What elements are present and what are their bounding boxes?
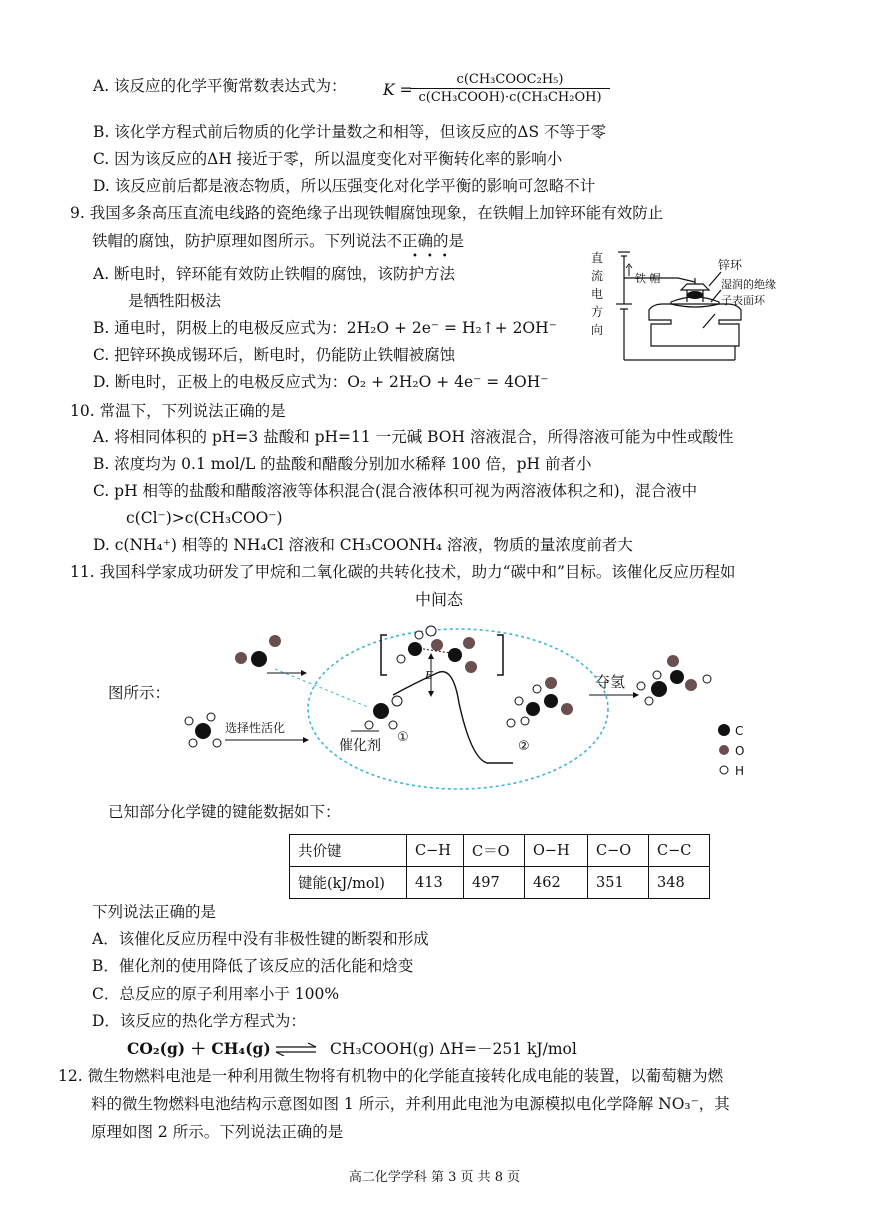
- table-cell: 413: [407, 867, 464, 899]
- intermediate-label: 中间态: [415, 590, 464, 609]
- table-row: [290, 835, 710, 867]
- table-cell: 348: [649, 867, 710, 899]
- current-label-3: 电: [591, 287, 604, 301]
- q12-stem-line3: 原理如图 2 所示。下列说法正确的是: [91, 1123, 344, 1141]
- wet-ring-label-2: 子表面环: [721, 294, 765, 307]
- q9-stem-line1: 9. 我国多条高压直流电线路的瓷绝缘子出现铁帽腐蚀现象，在铁帽上加锌环能有效防止: [70, 204, 664, 222]
- q11-stem: 11. 我国科学家成功研发了甲烷和二氧化碳的共转化技术，助力“碳中和”目标。该催化反应历程如: [70, 563, 736, 581]
- q8-option-c: C. 因为该反应的ΔH 接近于零，所以温度变化对平衡转化率的影响小: [93, 150, 563, 168]
- table-cell: 共价键: [290, 835, 407, 867]
- q8-option-b: B. 该化学方程式前后物质的化学计量数之和相等，但该反应的ΔS 不等于零: [93, 123, 606, 141]
- emphasis-dots: •••: [412, 251, 457, 262]
- selective-activation-label: 选择性活化: [225, 721, 286, 735]
- step-2-label: ②: [518, 739, 530, 754]
- q11-ask: 下列说法正确的是: [92, 903, 217, 921]
- catalyst-label: 催化剂: [339, 738, 381, 754]
- table-cell: C−H: [407, 835, 464, 867]
- table-cell: 497: [464, 867, 525, 899]
- bond-energy-table: [289, 834, 710, 899]
- q8-k-numerator: c(CH₃COOC₂H₅): [410, 72, 610, 89]
- step-1-label: ①: [397, 730, 409, 745]
- q10-option-a: A. 将相同体积的 pH=3 盐酸和 pH=11 一元碱 BOH 溶液混合，所得溶液可能为中性或酸性: [93, 428, 734, 446]
- q11-option-c: C．总反应的原子利用率小于 100%: [92, 985, 340, 1003]
- legend-h: H: [735, 764, 745, 778]
- q11-known-text: 已知部分化学键的键能数据如下：: [108, 803, 341, 821]
- q9-option-a-line2: 是牺牲阳极法: [128, 292, 222, 310]
- table-cell: C−C: [649, 835, 710, 867]
- table-cell: C＝O: [464, 835, 525, 867]
- page-footer: 高二化学学科 第 3 页 共 8 页: [348, 1170, 521, 1185]
- q11-equation-left: CO₂(g) ＋ CH₄(g): [127, 1039, 271, 1058]
- table-cell: C−O: [588, 835, 649, 867]
- q9-option-d: D. 断电时，正极上的电极反应式为：O₂ + 2H₂O + 4e⁻ = 4OH⁻: [93, 373, 549, 391]
- q8-option-d: D. 该反应前后都是液态物质，所以压强变化对化学平衡的影响可忽略不计: [93, 177, 596, 195]
- q11-option-b: B．催化剂的使用降低了该反应的活化能和焓变: [92, 957, 414, 975]
- q12-stem-line1: 12. 微生物燃料电池是一种利用微生物将有机物中的化学能直接转化成电能的装置，以葡萄糖为燃: [58, 1067, 724, 1085]
- iron-cap-label: 铁 帽: [635, 272, 661, 285]
- q10-option-b: B. 浓度均为 0.1 mol/L 的盐酸和醋酸分别加水稀释 100 倍，pH 前者小: [93, 455, 592, 473]
- legend-c: C: [735, 724, 744, 738]
- current-label-4: 方: [591, 305, 604, 319]
- zinc-ring-label: 锌环: [718, 258, 743, 272]
- q11-option-a: A．该催化反应历程中没有非极性键的断裂和形成: [92, 930, 429, 948]
- table-cell: 键能(kJ/mol): [290, 867, 407, 899]
- hydrogen-capture-label: 夺氢: [595, 673, 626, 691]
- q10-option-c-line2: c(Cl⁻)>c(CH₃COO⁻): [126, 509, 283, 527]
- legend-o: O: [735, 744, 745, 758]
- q8-k-denominator: c(CH₃COOH)·c(CH₃CH₂OH): [418, 90, 602, 105]
- q9-stem-line2: 铁帽的腐蚀，防护原理如图所示。下列说法不正确的是: [92, 232, 465, 250]
- current-label-5: 向: [591, 323, 604, 337]
- q11-equation-right: CH₃COOH(g) ΔH=－251 kJ/mol: [330, 1040, 577, 1058]
- q11-option-d: D．该反应的热化学方程式为：: [92, 1012, 306, 1030]
- q8-option-a: A. 该反应的化学平衡常数表达式为：: [93, 77, 347, 95]
- q10-stem: 10. 常温下，下列说法正确的是: [70, 402, 286, 420]
- q8-k-symbol: K =: [383, 81, 413, 99]
- table-cell: 351: [588, 867, 649, 899]
- energy-label: E: [425, 669, 434, 682]
- q9-option-b: B. 通电时，阴极上的电极反应式为：2H₂O + 2e⁻ = H₂↑+ 2OH⁻: [93, 319, 557, 337]
- q9-option-c: C. 把锌环换成锡环后，断电时，仍能防止铁帽被腐蚀: [93, 346, 456, 364]
- q11-figure-prefix: 图所示：: [108, 684, 171, 702]
- insulator-diagram: [583, 242, 803, 377]
- table-cell: 462: [525, 867, 588, 899]
- current-label-2: 流: [591, 269, 604, 283]
- q9-option-a-line1: A. 断电时，锌环能有效防止铁帽的腐蚀，该防护方法: [93, 265, 456, 283]
- table-row: [290, 867, 710, 899]
- table-cell: O−H: [525, 835, 588, 867]
- q10-option-d: D. c(NH₄⁺) 相等的 NH₄Cl 溶液和 CH₃COONH₄ 溶液，物质的量浓度前者大: [93, 536, 633, 554]
- wet-ring-label-1: 湿润的绝缘: [721, 278, 776, 291]
- equilibrium-arrow-icon: [274, 1042, 318, 1056]
- reaction-mechanism-diagram: [175, 583, 775, 798]
- q8-k-fraction: [410, 72, 610, 105]
- q12-stem-line2: 料的微生物燃料电池结构示意图如图 1 所示，并利用此电池为电源模拟电化学降解 NO₃⁻，其: [91, 1095, 730, 1113]
- current-label-1: 直: [591, 251, 604, 265]
- q10-option-c-line1: C. pH 相等的盐酸和醋酸溶液等体积混合(混合液体积可视为两溶液体积之和)，混合液中: [93, 482, 698, 500]
